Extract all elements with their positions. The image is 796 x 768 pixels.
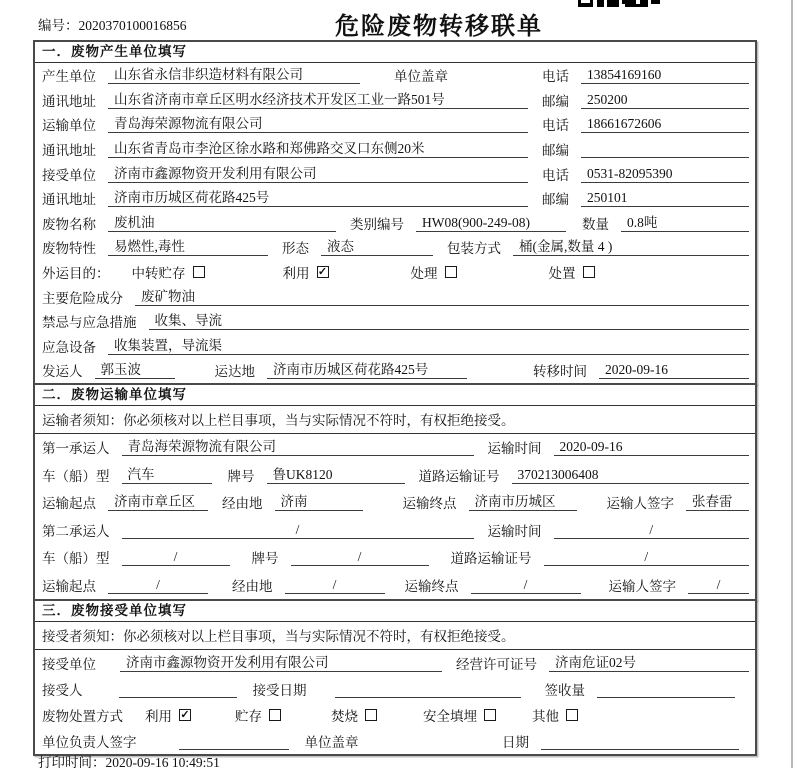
via1-label: 经由地	[222, 496, 263, 512]
transport-address-value: 山东省青岛市李沧区徐水路和郑佛路交叉口东侧20米	[108, 140, 528, 158]
end2-value: /	[471, 576, 581, 594]
receive-unit3-value: 济南市鑫源物资开发利用有限公司	[120, 654, 442, 672]
date-value	[541, 732, 739, 750]
plate2-value: /	[291, 548, 429, 566]
section-transporter	[33, 383, 757, 601]
field-row-vehicle2	[35, 544, 755, 572]
transport-time1-value: 2020-09-16	[554, 438, 750, 456]
carrier1-label: 第一承运人	[42, 441, 110, 457]
origin1-value: 济南市章丘区	[108, 493, 208, 511]
origin1-label: 运输起点	[42, 496, 96, 512]
field-row-transport-address	[35, 137, 755, 162]
purpose-option-treat	[411, 262, 457, 282]
vehicle2-label: 车（船）型	[42, 551, 110, 567]
qr-code-fragment	[578, 0, 660, 8]
receiver-notice: 接受者须知：你必须核对以上栏目事项，当与实际情况不符时，有权拒绝接受。	[35, 622, 755, 650]
receive-phone-value: 0531-82095390	[581, 165, 749, 183]
transfer-time-value: 2020-09-16	[599, 361, 749, 379]
address-label: 通讯地址	[42, 143, 96, 159]
checkbox-disposal-store	[269, 709, 281, 721]
produce-unit-label: 产生单位	[42, 69, 96, 85]
manager-sign-value	[179, 732, 289, 750]
produce-phone-value: 13854169160	[581, 66, 749, 84]
road-cert1-label: 道路运输证号	[418, 468, 500, 484]
receive-address-value: 济南市历城区荷花路425号	[108, 189, 528, 207]
field-row-receive-address	[35, 186, 755, 211]
purpose-label: 外运目的：	[42, 266, 110, 282]
origin2-label: 运输起点	[42, 578, 96, 594]
via2-value: /	[285, 576, 385, 594]
checkbox-treat	[445, 266, 457, 278]
hazard-label: 主要危险成分	[42, 290, 123, 306]
field-row-shipper	[35, 358, 755, 383]
field-row-purpose	[35, 260, 755, 285]
section-receiver	[33, 599, 757, 756]
option-label: 安全填埋	[423, 708, 477, 724]
hazard-value: 废矿物油	[135, 288, 749, 306]
transport-unit-value: 青岛海荣源物流有限公司	[108, 115, 528, 133]
sign2-label: 运输人签字	[608, 578, 676, 594]
field-row-route1	[35, 489, 755, 517]
checkbox-transfer-storage	[193, 266, 205, 278]
zip-label: 邮编	[542, 143, 569, 159]
end1-label: 运输终点	[402, 496, 457, 512]
serial-number	[38, 14, 187, 34]
field-row-receive-unit3	[35, 650, 755, 676]
road-cert2-value: /	[544, 548, 750, 566]
checkbox-mark: ✓	[180, 708, 190, 721]
category-label: 类别编号	[350, 216, 404, 232]
section-producer-heading: 一．废物产生单位填写	[35, 42, 755, 63]
field-row-manager-sign	[35, 728, 755, 754]
quantity-label: 数量	[582, 216, 609, 232]
serial-label: 编号：	[38, 18, 79, 33]
address-label: 通讯地址	[42, 93, 96, 109]
road-cert1-value: 370213006408	[512, 466, 750, 484]
end1-value: 济南市历城区	[469, 493, 577, 511]
disposal-label: 废物处置方式	[42, 708, 123, 724]
disposal-option-other	[532, 705, 578, 725]
receiver-label: 接受人	[42, 682, 83, 698]
plate1-value: 鲁UK8120	[267, 466, 405, 484]
vehicle2-value: /	[122, 548, 230, 566]
sign1-value: 张春雷	[686, 493, 749, 511]
carrier1-value: 青岛海荣源物流有限公司	[122, 438, 474, 456]
checkbox-disposal-utilize	[179, 709, 191, 721]
page-title: 危险废物转移联单	[335, 14, 543, 40]
option-label: 焚烧	[331, 708, 358, 724]
carrier2-value: /	[122, 521, 474, 539]
transport-unit-label: 运输单位	[42, 118, 96, 134]
vehicle1-value: 汽车	[122, 466, 212, 484]
road-cert2-label: 道路运输证号	[450, 551, 532, 567]
sign1-label: 运输人签字	[606, 496, 674, 512]
field-row-receiver-person	[35, 676, 755, 702]
checkbox-disposal-incinerate	[365, 709, 377, 721]
disposal-option-store	[235, 705, 281, 725]
field-row-vehicle1	[35, 461, 755, 489]
plate1-label: 牌号	[227, 468, 255, 484]
section-transporter-heading: 二．废物运输单位填写	[35, 385, 755, 406]
field-row-waste-character	[35, 235, 755, 260]
serial-value: 2020370100016856	[78, 18, 187, 33]
print-time-label: 打印时间：	[38, 755, 106, 768]
receive-unit-value: 济南市鑫源物资开发利用有限公司	[108, 165, 528, 183]
transport-time-label: 运输时间	[487, 523, 542, 539]
zip-label: 邮编	[542, 93, 569, 109]
transfer-time-label: 转移时间	[533, 364, 587, 380]
destination-value: 济南市历城区荷花路425号	[267, 361, 467, 379]
license-value: 济南危证02号	[549, 654, 749, 672]
field-row-equipment	[35, 334, 755, 359]
shipper-value: 郭玉波	[95, 361, 175, 379]
form-label: 形态	[282, 241, 309, 257]
transport-zip-value	[581, 140, 749, 158]
field-row-waste-name	[35, 211, 755, 236]
produce-address-value: 山东省济南市章丘区明水经济技术开发区工业一路501号	[108, 91, 528, 109]
field-row-measures	[35, 309, 755, 334]
character-label: 废物特性	[42, 241, 96, 257]
via2-label: 经由地	[232, 578, 273, 594]
checkbox-disposal-other	[566, 709, 578, 721]
unit-seal-label: 单位盖章	[394, 69, 448, 85]
phone-label: 电话	[542, 69, 569, 85]
receive-unit3-label: 接受单位	[42, 656, 96, 672]
print-time-value: 2020-09-16 10:49:51	[105, 755, 220, 768]
received-qty-label: 签收量	[544, 682, 585, 698]
character-value: 易燃性,毒性	[108, 238, 268, 256]
checkbox-disposal-landfill	[484, 709, 496, 721]
print-time	[38, 751, 220, 768]
sign2-value: /	[688, 576, 749, 594]
quantity-value: 0.8吨	[621, 214, 749, 232]
equipment-value: 收集装置，导流渠	[108, 337, 749, 355]
produce-unit-value: 山东省永信非织造材料有限公司	[108, 66, 360, 84]
field-row-route2	[35, 571, 755, 599]
disposal-option-utilize	[145, 705, 191, 725]
measures-value: 收集、导流	[149, 312, 750, 330]
disposal-option-landfill	[423, 705, 496, 725]
received-qty-value	[597, 680, 735, 698]
packaging-value: 桶(金属,数量 4 )	[513, 238, 749, 256]
receive-date-value	[335, 680, 521, 698]
carrier2-label: 第二承运人	[42, 523, 110, 539]
via1-value: 济南	[275, 493, 363, 511]
field-row-produce-unit	[35, 63, 755, 88]
license-label: 经营许可证号	[456, 656, 537, 672]
checkbox-dispose	[583, 266, 595, 278]
address-label: 通讯地址	[42, 192, 96, 208]
category-value: HW08(900-249-08)	[416, 214, 566, 232]
field-row-produce-address	[35, 88, 755, 113]
receive-zip-value: 250101	[581, 189, 749, 207]
field-row-carrier1	[35, 434, 755, 462]
option-label: 处置	[548, 266, 576, 282]
field-row-carrier2	[35, 516, 755, 544]
section-receiver-heading: 三．废物接受单位填写	[35, 601, 755, 622]
field-row-receive-unit	[35, 161, 755, 186]
checkbox-mark: ✓	[317, 266, 328, 279]
disposal-option-incinerate	[331, 705, 377, 725]
plate2-label: 牌号	[251, 551, 279, 567]
produce-zip-value: 250200	[581, 91, 749, 109]
option-label: 其他	[532, 708, 559, 724]
phone-label: 电话	[542, 167, 569, 183]
manager-sign-label: 单位负责人签字	[42, 734, 137, 750]
page-edge-line	[791, 0, 793, 768]
option-label: 中转贮存	[131, 266, 186, 282]
destination-label: 运达地	[214, 364, 255, 380]
transport-time-label: 运输时间	[487, 441, 542, 457]
transporter-notice: 运输者须知：你必须核对以上栏目事项，当与实际情况不符时，有权拒绝接受。	[35, 406, 755, 434]
measures-label: 禁忌与应急措施	[42, 315, 137, 331]
purpose-option-dispose	[549, 262, 595, 282]
vehicle1-label: 车（船）型	[42, 468, 110, 484]
checkbox-utilize	[317, 266, 329, 278]
document-header	[0, 0, 796, 40]
origin2-value: /	[108, 576, 208, 594]
purpose-option-transfer-storage	[132, 262, 205, 282]
zip-label: 邮编	[542, 192, 569, 208]
equipment-label: 应急设备	[42, 339, 96, 355]
option-label: 利用	[145, 708, 172, 724]
date-label: 日期	[502, 734, 529, 750]
receiver-value	[119, 680, 237, 698]
phone-label: 电话	[542, 118, 569, 134]
packaging-label: 包装方式	[447, 241, 501, 257]
field-row-hazard	[35, 284, 755, 309]
transport-time2-value: /	[554, 521, 750, 539]
option-label: 利用	[282, 266, 310, 282]
waste-name-label: 废物名称	[42, 216, 96, 232]
waste-name-value: 废机油	[108, 214, 336, 232]
shipper-label: 发运人	[42, 364, 83, 380]
receive-unit-label: 接受单位	[42, 167, 96, 183]
section-producer	[33, 40, 757, 385]
form-value: 液态	[321, 238, 433, 256]
purpose-option-utilize	[283, 262, 329, 282]
unit-seal-label: 单位盖章	[304, 734, 359, 750]
transport-phone-value: 18661672606	[581, 115, 749, 133]
option-label: 贮存	[235, 708, 262, 724]
field-row-transport-unit	[35, 112, 755, 137]
end2-label: 运输终点	[404, 578, 459, 594]
field-row-disposal	[35, 702, 755, 728]
receive-date-label: 接受日期	[252, 682, 307, 698]
option-label: 处理	[410, 266, 438, 282]
